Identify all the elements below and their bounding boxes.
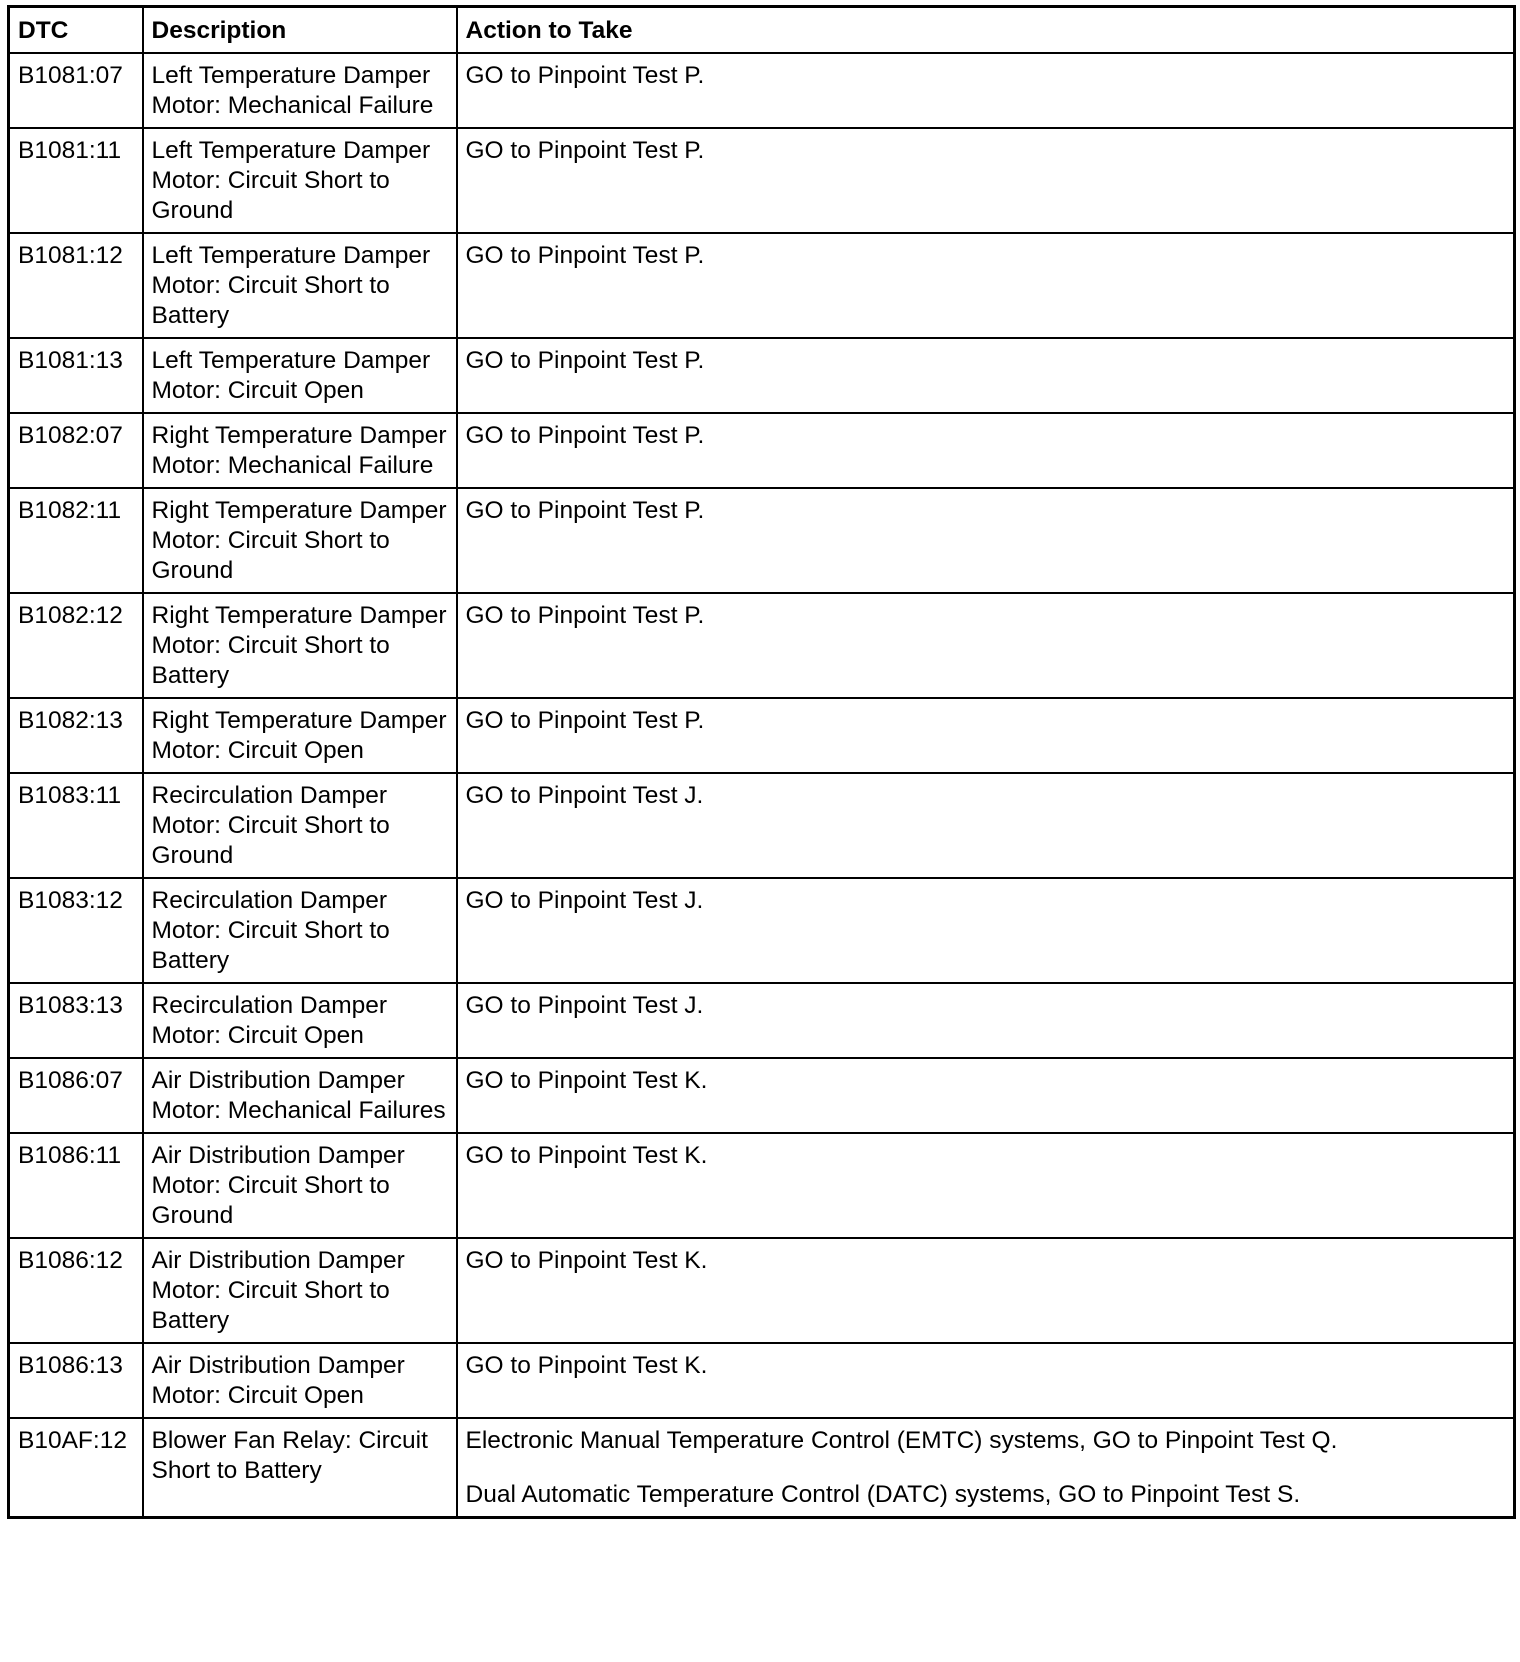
action-cell [457,1133,1515,1238]
description-cell: Right Temperature Damper Motor: Circuit Short to Ground [143,488,457,593]
table-row [9,413,1515,488]
dtc-code-cell: B1083:12 [9,878,143,983]
dtc-code-cell: B1083:13 [9,983,143,1058]
description-cell: Right Temperature Damper Motor: Circuit Short to Battery [143,593,457,698]
description-cell: Left Temperature Damper Motor: Circuit Short to Battery [143,233,457,338]
dtc-code-cell: B1082:07 [9,413,143,488]
dtc-code-cell: B1086:13 [9,1343,143,1418]
table-row [9,878,1515,983]
action-text: GO to Pinpoint Test J. [465,782,704,809]
dtc-code-cell: B1081:11 [9,128,143,233]
description-cell: Left Temperature Damper Motor: Mechanical Failure [143,53,457,128]
table-row [9,1058,1515,1133]
action-cell [457,1058,1515,1133]
action-cell [457,413,1515,488]
action-text: GO to Pinpoint Test J. [465,887,704,914]
dtc-code-cell: B1083:11 [9,773,143,878]
table-body [9,53,1515,1518]
header-row [9,7,1515,54]
action-cell [457,983,1515,1058]
description-cell: Air Distribution Damper Motor: Circuit Open [143,1343,457,1418]
dtc-code-cell: B1086:12 [9,1238,143,1343]
action-cell [457,338,1515,413]
table-row [9,488,1515,593]
action-text: GO to Pinpoint Test P. [465,707,705,734]
table-row [9,1343,1515,1418]
action-cell [457,233,1515,338]
description-cell: Blower Fan Relay: Circuit Short to Battery [143,1418,457,1518]
description-cell: Air Distribution Damper Motor: Circuit Short to Battery [143,1238,457,1343]
description-cell: Air Distribution Damper Motor: Circuit Short to Ground [143,1133,457,1238]
dtc-code-cell: B1081:13 [9,338,143,413]
description-cell: Left Temperature Damper Motor: Circuit Open [143,338,457,413]
table-row [9,593,1515,698]
table-row [9,233,1515,338]
dtc-code-cell: B1082:11 [9,488,143,593]
action-cell [457,698,1515,773]
action-text: Electronic Manual Temperature Control (EMTC) systems, GO to Pinpoint Test Q. [465,1427,1338,1454]
action-cell [457,593,1515,698]
description-cell: Recirculation Damper Motor: Circuit Short to Ground [143,773,457,878]
action-text: GO to Pinpoint Test K. [465,1352,708,1379]
action-cell [457,1418,1515,1518]
action-cell [457,1238,1515,1343]
action-text: GO to Pinpoint Test P. [465,242,705,269]
action-text: GO to Pinpoint Test P. [465,137,705,164]
header-description: Description [143,7,457,54]
dtc-code-cell: B1081:12 [9,233,143,338]
table-row [9,1238,1515,1343]
action-cell [457,53,1515,128]
dtc-code-cell: B10AF:12 [9,1418,143,1518]
table-header [9,7,1515,54]
action-cell [457,128,1515,233]
dtc-code-cell: B1086:11 [9,1133,143,1238]
description-cell: Left Temperature Damper Motor: Circuit Short to Ground [143,128,457,233]
description-cell: Right Temperature Damper Motor: Mechanical Failure [143,413,457,488]
table-row [9,53,1515,128]
table-row [9,1418,1515,1518]
action-cell [457,488,1515,593]
action-text: GO to Pinpoint Test P. [465,497,705,524]
dtc-table-container [7,5,1513,1519]
action-text: GO to Pinpoint Test J. [465,992,704,1019]
action-cell [457,773,1515,878]
description-cell: Recirculation Damper Motor: Circuit Open [143,983,457,1058]
table-row [9,698,1515,773]
action-text: GO to Pinpoint Test P. [465,602,705,629]
action-text: GO to Pinpoint Test P. [465,62,705,89]
dtc-table [7,5,1516,1519]
description-cell: Recirculation Damper Motor: Circuit Short to Battery [143,878,457,983]
action-text: Dual Automatic Temperature Control (DATC) systems, GO to Pinpoint Test S. [465,1481,1301,1508]
action-cell [457,1343,1515,1418]
action-text: GO to Pinpoint Test K. [465,1067,708,1094]
dtc-code-cell: B1081:07 [9,53,143,128]
description-cell: Air Distribution Damper Motor: Mechanical Failures [143,1058,457,1133]
action-text: GO to Pinpoint Test K. [465,1247,708,1274]
action-text: GO to Pinpoint Test P. [465,422,705,449]
header-dtc: DTC [9,7,143,54]
dtc-code-cell: B1082:13 [9,698,143,773]
table-row [9,1133,1515,1238]
action-text: GO to Pinpoint Test P. [465,347,705,374]
action-cell [457,878,1515,983]
action-text: GO to Pinpoint Test K. [465,1142,708,1169]
table-row [9,128,1515,233]
table-row [9,773,1515,878]
header-action: Action to Take [457,7,1515,54]
table-row [9,983,1515,1058]
description-cell: Right Temperature Damper Motor: Circuit Open [143,698,457,773]
dtc-code-cell: B1086:07 [9,1058,143,1133]
dtc-code-cell: B1082:12 [9,593,143,698]
table-row [9,338,1515,413]
